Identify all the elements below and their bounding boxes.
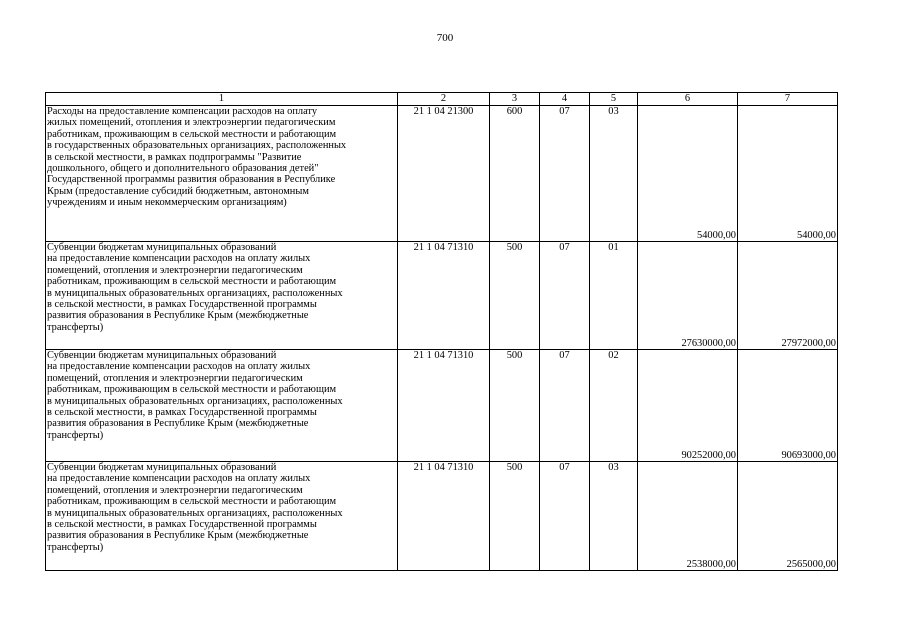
page-number: 700 <box>436 32 454 44</box>
col4-cell: 07 <box>540 350 590 462</box>
table-row <box>46 242 838 350</box>
header-cell: 7 <box>738 93 838 106</box>
col3-cell: 500 <box>490 350 540 462</box>
header-cell: 3 <box>490 93 540 106</box>
code-cell: 21 1 04 71310 <box>398 462 490 571</box>
code-cell: 21 1 04 71310 <box>398 350 490 462</box>
amount-col6-cell: 2538000,00 <box>638 462 738 571</box>
header-cell: 6 <box>638 93 738 106</box>
col4-cell: 07 <box>540 462 590 571</box>
table-row <box>46 462 838 571</box>
col3-cell: 500 <box>490 462 540 571</box>
col5-cell: 03 <box>590 106 638 242</box>
amount-col6-cell: 54000,00 <box>638 106 738 242</box>
budget-table <box>45 92 838 571</box>
col4-cell: 07 <box>540 106 590 242</box>
col5-cell: 01 <box>590 242 638 350</box>
amount-col6-cell: 90252000,00 <box>638 350 738 462</box>
header-cell: 1 <box>46 93 398 106</box>
amount-col6-cell: 27630000,00 <box>638 242 738 350</box>
header-cell: 2 <box>398 93 490 106</box>
col5-cell: 03 <box>590 462 638 571</box>
header-cell: 5 <box>590 93 638 106</box>
col3-cell: 600 <box>490 106 540 242</box>
code-cell: 21 1 04 71310 <box>398 242 490 350</box>
amount-col7-cell: 2565000,00 <box>738 462 838 571</box>
description-cell: Субвенции бюджетам муниципальных образований на предоставление компенсации расходов на оплату жилых помещений, отопления и электроэнергии педагогическим работникам, проживающим в сельской местности и работающим в муниципальных образовательных организациях, расположенных в сельской местности, в рамках Государственной программы развития образования в Республике Крым (межбюджетные трансферты) <box>46 350 398 462</box>
table-row <box>46 106 838 242</box>
description-cell: Расходы на предоставление компенсации расходов на оплату жилых помещений, отопления и электроэнергии педагогическим работникам, проживающим в сельской местности и работающим в государственных образовательных организациях, расположенных в сельской местности, в рамках подпрограммы "Развитие дошкольного, общего и дополнительного образования детей" Государственной программы развития образования в Республике Крым (предоставление субсидий бюджетным, автономным учреждениям и иным некоммерческим организациям) <box>46 106 398 242</box>
header-row <box>46 93 838 106</box>
col3-cell: 500 <box>490 242 540 350</box>
description-cell: Субвенции бюджетам муниципальных образований на предоставление компенсации расходов на оплату жилых помещений, отопления и электроэнергии педагогическим работникам, проживающим в сельской местности и работающим в муниципальных образовательных организациях, расположенных в сельской местности, в рамках Государственной программы развития образования в Республике Крым (межбюджетные трансферты) <box>46 242 398 350</box>
amount-col7-cell: 54000,00 <box>738 106 838 242</box>
header-cell: 4 <box>540 93 590 106</box>
col5-cell: 02 <box>590 350 638 462</box>
col4-cell: 07 <box>540 242 590 350</box>
code-cell: 21 1 04 21300 <box>398 106 490 242</box>
table-row <box>46 350 838 462</box>
description-cell: Субвенции бюджетам муниципальных образований на предоставление компенсации расходов на оплату жилых помещений, отопления и электроэнергии педагогическим работникам, проживающим в сельской местности и работающим в муниципальных образовательных организациях, расположенных в сельской местности, в рамках Государственной программы развития образования в Республике Крым (межбюджетные трансферты) <box>46 462 398 571</box>
amount-col7-cell: 90693000,00 <box>738 350 838 462</box>
amount-col7-cell: 27972000,00 <box>738 242 838 350</box>
